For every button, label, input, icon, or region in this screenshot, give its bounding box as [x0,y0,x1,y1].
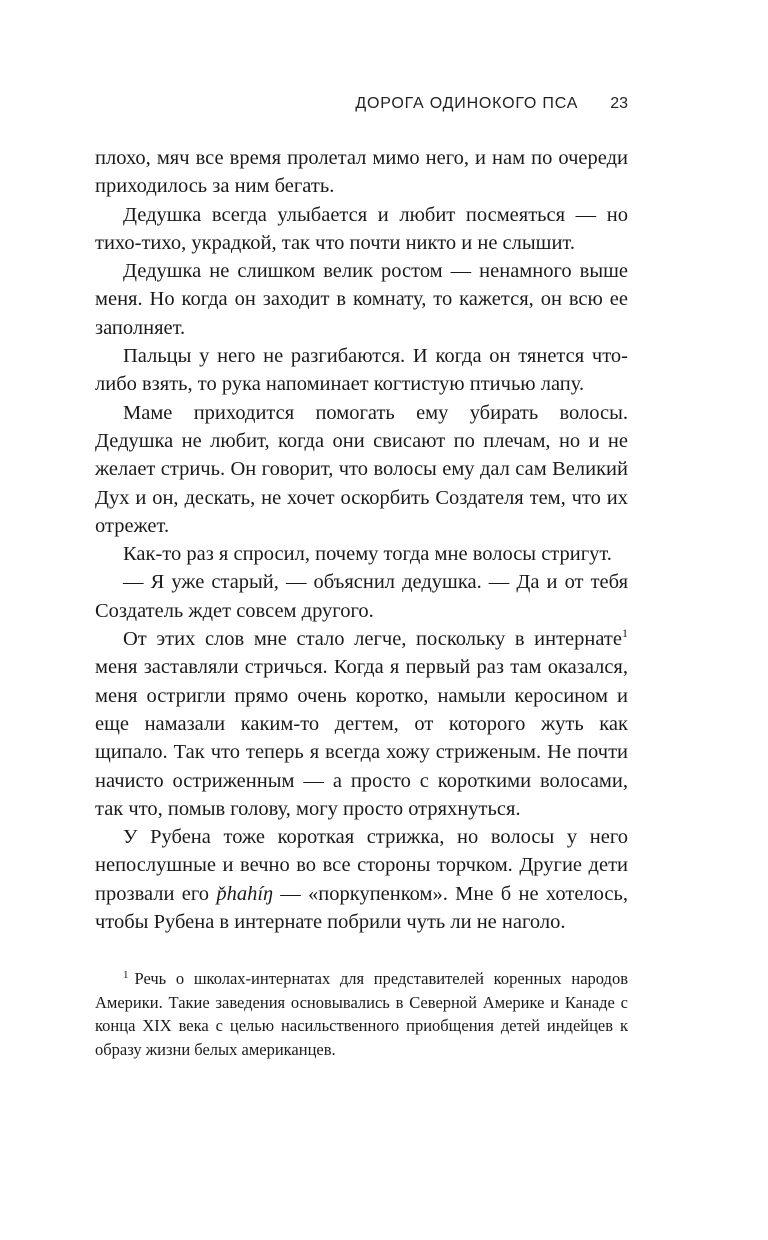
footnotes [95,967,628,1061]
paragraph-9-part-2: — «поркупенком». Мне б не хотелось, чтобы Рубена в интернате побрили чуть ли не наголо. [95,882,628,934]
paragraph-8 [95,625,628,823]
paragraph-3: Дедушка не слишком велик ростом — ненамного выше меня. Но когда он заходит в комнату, то кажется, он всю ее заполняет. [95,260,628,339]
running-head-title: ДОРОГА ОДИНОКОГО ПСА [355,95,579,112]
paragraph-4: Пальцы у него не разгибаются. И когда он тянется что-либо взять, то рука напоминает когтистую птичью лапу. [95,345,628,396]
lakota-word: p̌hahíŋ [216,882,273,905]
main-text [95,144,628,936]
footnote-reference[interactable]: 1 [622,626,628,641]
paragraph-1: плохо, мяч все время пролетал мимо него, и нам по очереди приходилось за ним бегать. [95,147,628,198]
footnote-1 [95,967,628,1061]
paragraph-5: Маме приходится помогать ему убирать волосы. Дедушка не любит, когда они свисают по плечам, но и не желает стричь. Он говорит, что волосы ему дал сам Великий Дух и он, дескать, не хочет оскорбить Создателя тем, что их отрежет. [95,401,628,537]
paragraph-6: Как-то раз я спросил, почему тогда мне волосы стригут. [123,543,612,566]
paragraph-8-part-1: От этих слов мне стало легче, поскольку в интернате [123,628,622,651]
running-head [300,95,628,113]
page-number: 23 [610,95,628,112]
paragraph-8-part-2: меня заставляли стричься. Когда я первый раз там оказался, меня остригли прямо очень коротко, намыли керосином и еще намазали каким-то дегтем, от которого жуть как щипало. Так что теперь я всегда хожу стриженым. Не почти начисто остриженным — а просто с короткими волосами, так что, помыв голову, могу просто отряхнуться. [95,656,628,820]
paragraph-9-part-1: У Рубена тоже короткая стрижка, но волосы у него непослушные и вечно во все стороны торчком. Другие дети прозвали его [95,826,628,905]
footnote-number: 1 [123,968,129,981]
paragraph-2: Дедушка всегда улыбается и любит посмеяться — но тихо-тихо, украдкой, так что почти никто и не слышит. [95,203,628,254]
paragraph-7: — Я уже старый, — объяснил дедушка. — Да и от тебя Создатель ждет совсем другого. [95,571,628,622]
footnote-text: Речь о школах-интернатах для представителей коренных народов Америки. Такие заведения основывались в Северной Америке и Канаде с конца XIX века с целью насильственного приобщения детей индейцев к образу жизни белых американцев. [95,969,628,1059]
paragraph-9 [95,823,628,936]
